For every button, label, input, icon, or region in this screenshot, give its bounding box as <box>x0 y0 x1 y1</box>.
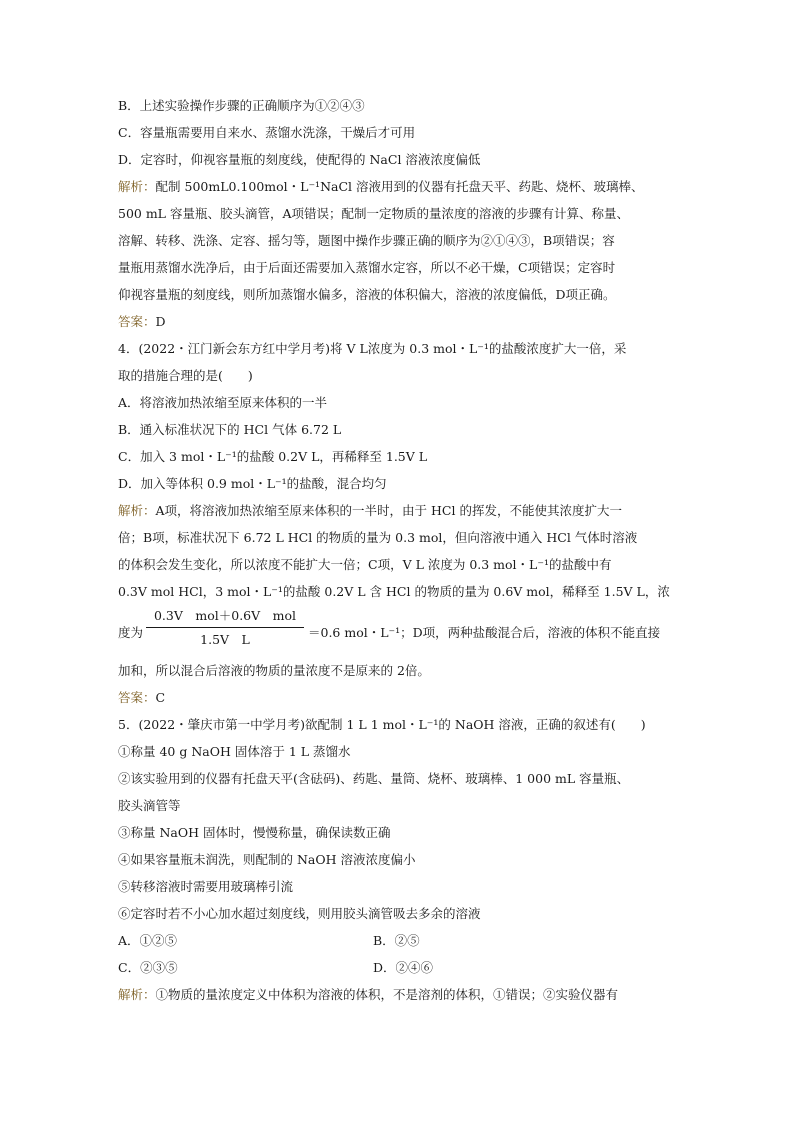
q5-options-row <box>118 954 686 981</box>
q4-stem: 4．(2022・江门新会东方红中学月考)将 V L浓度为 0.3 mol・L⁻¹的盐酸浓度扩大一倍，采 <box>118 341 627 356</box>
q3-answer <box>118 308 686 335</box>
q5-option-d: D．②④⑥ <box>373 960 434 975</box>
q3-analysis-line <box>118 173 686 200</box>
q3-option-b: B．上述实验操作步骤的正确顺序为①②④③ <box>118 98 365 113</box>
q3-analysis-line: 500 mL 容量瓶、胶头滴管，A项错误；配制一定物质的量浓度的溶液的步骤有计算、称量、 <box>118 206 629 221</box>
answer-label: 答案： <box>118 314 156 329</box>
q5-stem: 5．(2022・肇庆市第一中学月考)欲配制 1 L 1 mol・L⁻¹的 NaOH 溶液，正确的叙述有( ) <box>118 717 646 732</box>
fraction-denominator: 1.5V L <box>200 632 250 647</box>
q3-analysis-line: 溶解、转移、洗涤、定容、摇匀等，题图中操作步骤正确的顺序为②①④③，B项错误；容 <box>118 233 615 248</box>
q5-options-row <box>118 927 686 954</box>
q5-option-b: B．②⑤ <box>373 933 420 948</box>
q5-analysis-line <box>118 981 686 1008</box>
q3-analysis-line: 仰视容量瓶的刻度线，则所加蒸馏水偏多，溶液的体积偏大，溶液的浓度偏低，D项正确。 <box>118 287 616 302</box>
q4-analysis-line: 的体积会发生变化，所以浓度不能扩大一倍；C项，V L 浓度为 0.3 mol・L⁻¹的盐酸中有 <box>118 557 612 572</box>
q5-item: ⑥定容时若不小心加水超过刻度线，则用胶头滴管吸去多余的溶液 <box>118 906 481 921</box>
q4-answer-value: C <box>155 690 166 705</box>
q5-option-a: A．①②⑤ <box>118 933 178 948</box>
q3-answer-value: D <box>155 314 166 329</box>
q4-analysis-line: 倍；B项，标准状况下 6.72 L HCl 的物质的量为 0.3 mol，但向溶液中通入 HCl 气体时溶液 <box>118 530 638 545</box>
q5-item: ④如果容量瓶未润洗，则配制的 NaOH 溶液浓度偏小 <box>118 852 416 867</box>
q4-analysis-text: A项，将溶液加热浓缩至原来体积的一半时，由于 HCl 的挥发，不能使其浓度扩大一 <box>155 503 622 518</box>
q4-stem: 取的措施合理的是( ) <box>118 368 253 383</box>
q5-item: ②该实验用到的仪器有托盘天平(含砝码)、药匙、量筒、烧杯、玻璃棒、1 000 mL 容量瓶、 <box>118 771 630 786</box>
q5-item: ⑤转移溶液时需要用玻璃棒引流 <box>118 879 294 894</box>
q4-analysis-line <box>118 497 686 524</box>
q5-item: ①称量 40 g NaOH 固体溶于 1 L 蒸馏水 <box>118 744 351 759</box>
q3-analysis-text: 配制 500mL0.100mol・L⁻¹NaCl 溶液用到的仪器有托盘天平、药匙、烧杯、玻璃棒、 <box>155 179 644 194</box>
fraction-suffix: ＝0.6 mol・L⁻¹；D项，两种盐酸混合后，溶液的体积不能直接 <box>308 625 661 640</box>
q5-item: 胶头滴管等 <box>118 798 181 813</box>
fraction-numerator: 0.3V mol＋0.6V mol <box>146 605 304 628</box>
document-page <box>118 92 686 1008</box>
q3-analysis-line: 量瓶用蒸馏水洗净后，由于后面还需要加入蒸馏水定容，所以不必干燥，C项错误；定容时 <box>118 260 616 275</box>
q4-option-d: D．加入等体积 0.9 mol・L⁻¹的盐酸，混合均匀 <box>118 476 387 491</box>
q4-answer <box>118 684 686 711</box>
q4-option-a: A．将溶液加热浓缩至原来体积的一半 <box>118 395 328 410</box>
q5-analysis-text: ①物质的量浓度定义中体积为溶液的体积，不是溶剂的体积，①错误；②实验仪器有 <box>155 987 619 1002</box>
q4-analysis-line: 0.3V mol HCl，3 mol・L⁻¹的盐酸 0.2V L 含 HCl 的物质的量为 0.6V mol，稀释至 1.5V L，浓 <box>118 584 670 599</box>
q4-option-c: C．加入 3 mol・L⁻¹的盐酸 0.2V L，再稀释至 1.5V L <box>118 449 428 464</box>
analysis-label: 解析： <box>118 503 156 518</box>
q3-option-c: C．容量瓶需要用自来水、蒸馏水洗涤，干燥后才可用 <box>118 125 416 140</box>
fraction <box>146 605 304 650</box>
analysis-label: 解析： <box>118 179 156 194</box>
q3-option-d: D．定容时，仰视容量瓶的刻度线，使配得的 NaCl 溶液浓度偏低 <box>118 152 481 167</box>
answer-label: 答案： <box>118 690 156 705</box>
q4-fraction-line <box>118 605 686 657</box>
q5-option-c: C．②③⑤ <box>118 960 178 975</box>
analysis-label: 解析： <box>118 987 156 1002</box>
fraction-prefix: 度为 <box>118 625 144 640</box>
q4-analysis-line: 加和，所以混合后溶液的物质的量浓度不是原来的 2倍。 <box>118 663 430 678</box>
q5-item: ③称量 NaOH 固体时，慢慢称量，确保读数正确 <box>118 825 391 840</box>
q4-option-b: B．通入标准状况下的 HCl 气体 6.72 L <box>118 422 342 437</box>
